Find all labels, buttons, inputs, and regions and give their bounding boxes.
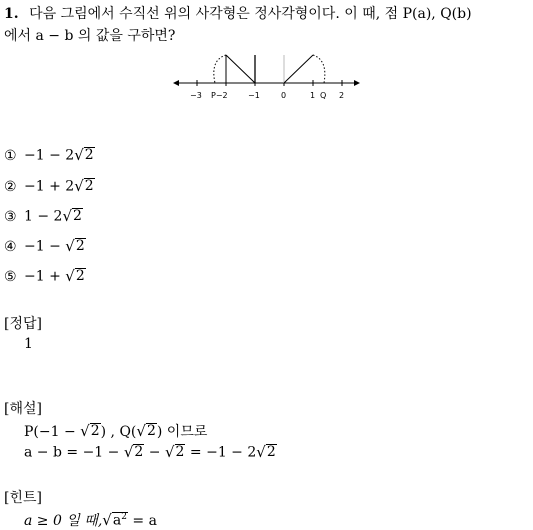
expl-text: − — [144, 444, 165, 461]
hint-line — [24, 510, 157, 530]
choice-marker: ① — [4, 147, 17, 164]
sqrt-symbol: √ 2 — [74, 176, 94, 195]
axis-arrow-right — [354, 80, 360, 86]
choice-marker: ② — [4, 178, 17, 195]
sqrt-symbol: √ $a^2$ — [102, 511, 127, 529]
choice-marker: ③ — [4, 208, 17, 225]
sqrt-symbol: √ 2 — [164, 442, 185, 461]
sqrt-symbol: √ 2 — [256, 442, 276, 461]
question-line-1 — [4, 3, 472, 23]
question-text-2: 에서 a − b 의 값을 구하면? — [4, 28, 176, 44]
question-text-1: 다음 그림에서 수직선 위의 사각형은 정사각형이다. 이 때, 점 P(a), Q(b) — [29, 6, 472, 22]
expl-text: ) , Q( — [100, 424, 137, 440]
answer-value: 1 — [24, 336, 33, 352]
left-square-diagonal — [226, 55, 255, 83]
number-line-figure — [170, 50, 365, 108]
expl-text: P(−1 − — [24, 424, 81, 440]
sqrt-symbol: √ 2 — [123, 442, 144, 461]
choice-1[interactable] — [4, 147, 95, 164]
radicand: 2 — [84, 178, 94, 194]
radicand — [112, 512, 128, 528]
explanation-line-1 — [24, 421, 207, 441]
expl-text: = −1 − 2 — [185, 444, 257, 461]
axis-arrow-left — [173, 80, 179, 86]
choice-3[interactable] — [4, 208, 83, 225]
choice-marker: ⑤ — [4, 268, 17, 285]
sqrt-symbol: √ 2 — [65, 236, 85, 255]
tick-label-m3: −3 — [190, 91, 202, 100]
tick-label-p-m2: P−2 — [211, 91, 228, 100]
answer-heading: [정답] — [4, 316, 42, 332]
radicand-exponent: 2 — [121, 511, 127, 522]
right-arc-dotted — [313, 55, 325, 83]
choice-text: −1 + — [24, 268, 66, 285]
choice-4[interactable] — [4, 238, 86, 255]
tick-label-0: 0 — [281, 91, 287, 100]
choice-marker: ④ — [4, 238, 17, 255]
tick-label-m1: −1 — [248, 91, 260, 100]
radicand: 2 — [75, 268, 85, 284]
hint-heading: [힌트] — [4, 490, 42, 506]
radicand: 2 — [84, 147, 94, 163]
sqrt-symbol: √ 2 — [80, 422, 100, 440]
sqrt-symbol: √ 2 — [136, 422, 156, 440]
hint-text: = a — [127, 513, 157, 529]
expl-text: ) 이므로 — [156, 424, 208, 440]
choice-text: −1 − — [24, 238, 66, 255]
sqrt-symbol: √ 2 — [74, 145, 94, 164]
left-arc-dotted — [214, 55, 226, 83]
radicand: 2 — [73, 208, 82, 224]
choice-text: −1 + 2 — [24, 178, 75, 195]
radicand: 2 — [134, 444, 144, 460]
radicand-base: a — [112, 512, 122, 529]
explanation-heading: [해설] — [4, 401, 42, 417]
radicand: 2 — [146, 423, 156, 440]
explanation-line-2 — [24, 444, 277, 461]
question-number: 1. — [4, 6, 19, 22]
tick-label-q: Q — [320, 91, 327, 100]
tick-label-1: 1 — [310, 91, 316, 100]
sqrt-symbol: √ 2 — [65, 266, 85, 285]
radicand: 2 — [266, 444, 276, 460]
choice-5[interactable] — [4, 268, 86, 285]
sqrt-symbol: √ 2 — [62, 206, 82, 225]
hint-text: a ≥ 0 일 때, — [24, 513, 103, 529]
radicand: 2 — [75, 238, 85, 254]
expl-text: a − b = −1 − — [24, 444, 124, 461]
radicand: 2 — [175, 444, 185, 460]
right-square-diagonal — [284, 55, 313, 83]
tick-label-2: 2 — [339, 91, 345, 100]
choice-text: 1 − 2 — [24, 208, 63, 225]
radicand: 2 — [90, 423, 100, 440]
choice-2[interactable] — [4, 178, 95, 195]
choice-text: −1 − 2 — [24, 147, 75, 164]
